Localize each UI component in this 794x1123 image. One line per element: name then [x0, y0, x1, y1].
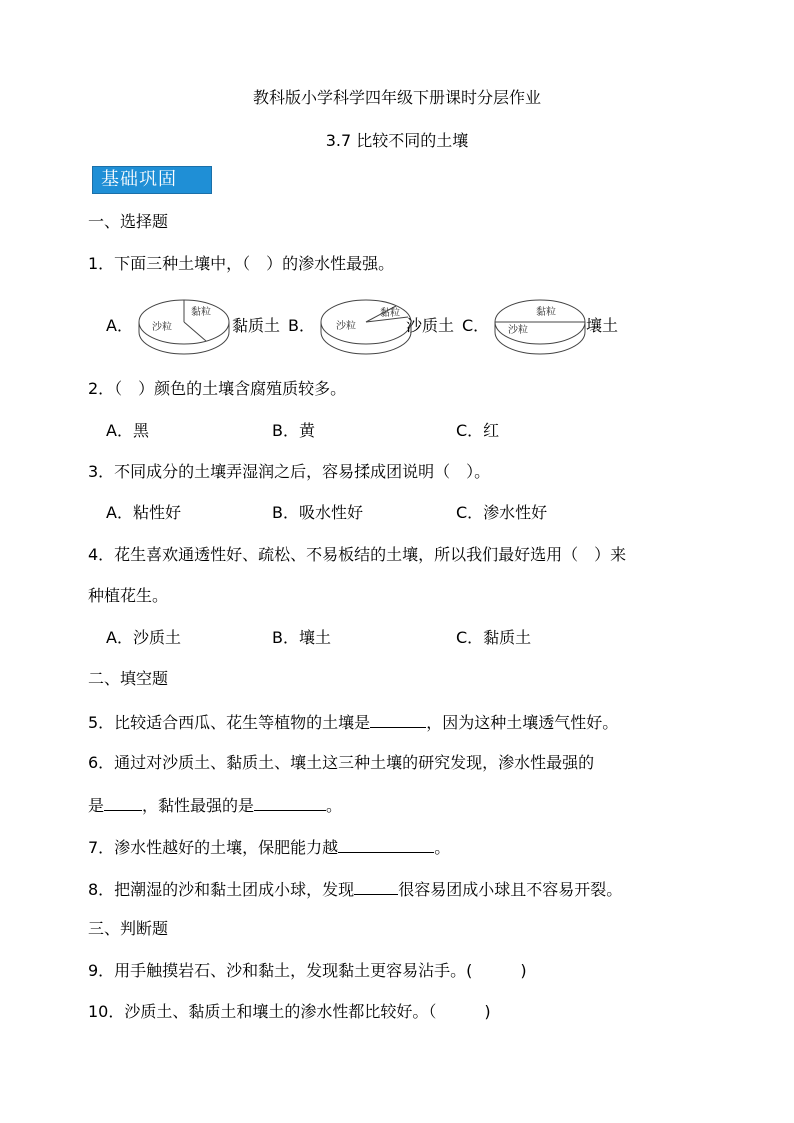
q5-answer-blank[interactable]: [370, 711, 426, 728]
section-heading-choice: 一、选择题: [88, 212, 169, 231]
q2-option-a: A．黑: [106, 421, 149, 440]
pie-b-clay-label: 黏粒: [380, 308, 400, 319]
q1-option-c-text: 壤土: [586, 316, 619, 335]
q1-option-a-label: A．: [106, 316, 133, 335]
pie-a-sand-label: 沙粒: [152, 322, 172, 333]
pie-b-sand-label: 沙粒: [336, 321, 356, 332]
pie-diagram-a: [136, 288, 232, 358]
q2-option-c: C．红: [456, 421, 500, 440]
pie-diagram-b: [318, 288, 414, 358]
question-3: 3．不同成分的土壤弄湿润之后，容易揉成团说明（ ）。: [88, 462, 491, 481]
q7-text-after: 。: [434, 838, 451, 857]
q4-option-b: B．壤土: [272, 628, 331, 647]
question-6-line-2: [88, 794, 342, 816]
q4-option-c: C．黏质土: [456, 628, 532, 647]
q8-text-after: 很容易团成小球且不容易开裂。: [398, 880, 623, 899]
q8-text-before: 8．把潮湿的沙和黏土团成小球，发现: [88, 880, 355, 899]
question-9: 9．用手触摸岩石、沙和黏土，发现黏土更容易沾手。( ): [88, 961, 527, 980]
q6-answer-blank-2[interactable]: [254, 794, 326, 811]
section-badge: 基础巩固: [92, 166, 212, 194]
q1-option-a-text: 黏质土: [232, 316, 281, 335]
question-4-line-2: 种植花生。: [88, 586, 169, 605]
q6-text-middle: ，黏性最强的是: [142, 796, 255, 815]
page-subtitle: 3.7 比较不同的土壤: [325, 131, 469, 150]
section-heading-judge: 三、判断题: [88, 919, 169, 938]
question-2: 2．（ ）颜色的土壤含腐殖质较多。: [88, 379, 347, 398]
page-title: 教科版小学科学四年级下册课时分层作业: [252, 88, 541, 107]
q2-option-b: B．黄: [272, 421, 315, 440]
q5-text-after: ，因为这种土壤透气性好。: [426, 713, 619, 732]
question-1: 1．下面三种土壤中，（ ）的渗水性最强。: [88, 254, 395, 273]
q6-text-after: 。: [326, 796, 343, 815]
q3-option-a: A．粘性好: [106, 503, 181, 522]
pie-a-clay-label: 黏粒: [191, 307, 211, 318]
question-7: [88, 836, 450, 858]
q5-text-before: 5．比较适合西瓜、花生等植物的土壤是: [88, 713, 371, 732]
pie-diagram-c: [492, 288, 588, 358]
pie-c-clay-label: 黏粒: [536, 307, 556, 318]
q4-option-a: A．沙质土: [106, 628, 181, 647]
q1-option-b-label: B．: [288, 316, 315, 335]
q1-option-c-label: C．: [462, 316, 490, 335]
section-heading-fill: 二、填空题: [88, 669, 169, 688]
q3-option-c: C．渗水性好: [456, 503, 548, 522]
q3-option-b: B．吸水性好: [272, 503, 363, 522]
question-6-line-1: 6．通过对沙质土、黏质土、壤土这三种土壤的研究发现，渗水性最强的: [88, 753, 595, 772]
pie-c-sand-label: 沙粒: [508, 325, 528, 336]
question-10: 10．沙质土、黏质土和壤土的渗水性都比较好。（ ): [88, 1002, 491, 1021]
q6-answer-blank-1[interactable]: [104, 794, 142, 811]
q1-option-b-text: 沙质土: [406, 316, 455, 335]
question-8: [88, 878, 622, 900]
q7-text-before: 7．渗水性越好的土壤，保肥能力越: [88, 838, 339, 857]
question-4-line-1: 4．花生喜欢通透性好、疏松、不易板结的土壤，所以我们最好选用（ ）来: [88, 545, 627, 564]
q6-text-before: 是: [88, 796, 105, 815]
q8-answer-blank[interactable]: [354, 878, 398, 895]
q7-answer-blank[interactable]: [338, 836, 434, 853]
question-5: [88, 711, 618, 733]
